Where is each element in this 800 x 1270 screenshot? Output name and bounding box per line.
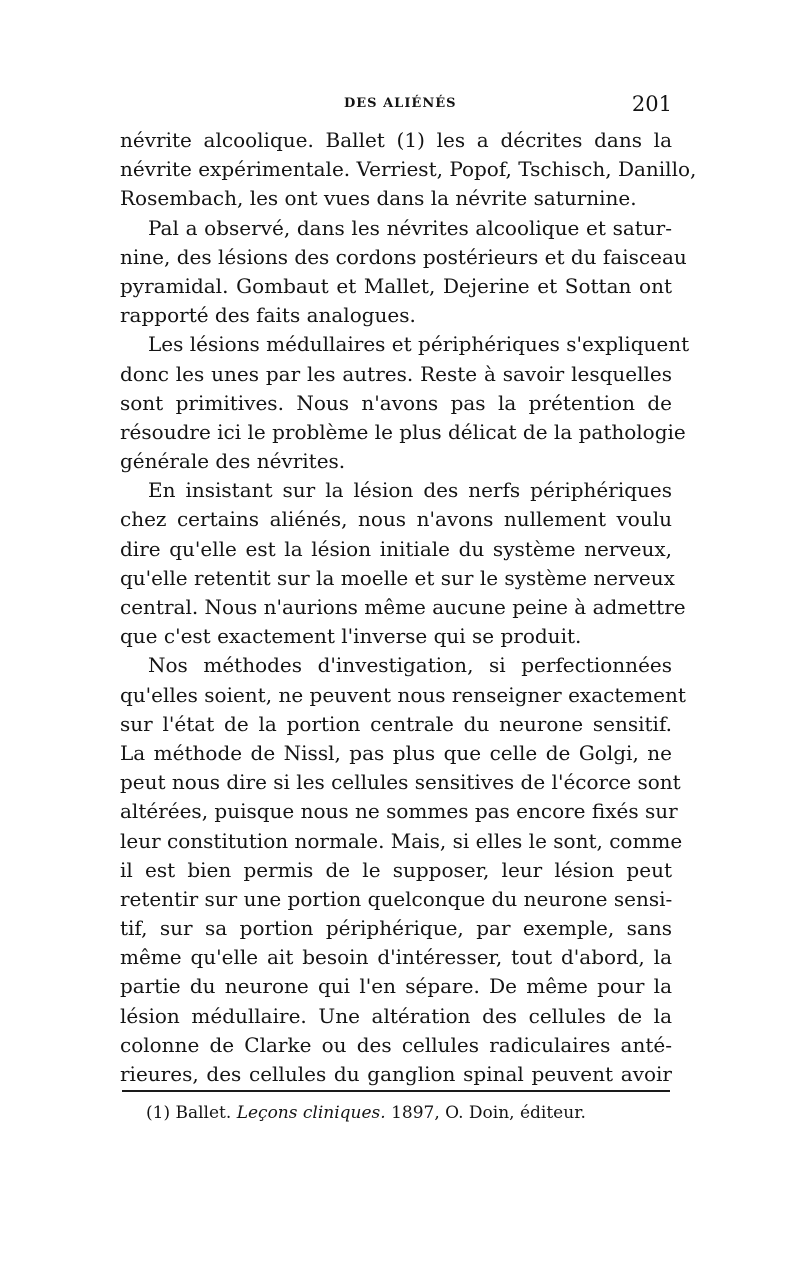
text-line: nine, des lésions des cordons postérieurs et du faisceau xyxy=(120,244,687,269)
text-line: Les lésions médullaires et périphériques s'expliquent xyxy=(148,332,690,357)
text-line: Rosembach, les ont vues dans la névrite saturnine. xyxy=(120,186,637,211)
text-line: qu'elle retentit sur la moelle et sur le système nerveux xyxy=(120,565,675,590)
text-line: partie du neurone qui l'en sépare. De même pour la xyxy=(120,974,672,999)
text-line: névrite expérimentale. Verriest, Popof, Tschisch, Danillo, xyxy=(120,157,697,182)
text-line: sur l'état de la portion centrale du neurone sensitif. xyxy=(120,711,672,736)
page-number: 201 xyxy=(631,92,672,116)
footnote xyxy=(146,1103,586,1123)
footnote-marker: (1) Ballet. xyxy=(146,1103,232,1123)
text-line: générale des névrites. xyxy=(120,449,346,474)
text-line: pyramidal. Gombaut et Mallet, Dejerine et Sottan ont xyxy=(120,273,672,298)
text-line: Nos méthodes d'investigation, si perfectionnées xyxy=(148,653,672,678)
text-line: qu'elles soient, ne peuvent nous renseigner exactement xyxy=(120,682,686,707)
text-line: tif, sur sa portion périphérique, par exemple, sans xyxy=(120,916,672,941)
text-line: retentir sur une portion quelconque du neurone sensi- xyxy=(120,886,673,911)
footnote-rule xyxy=(122,1090,670,1092)
text-line: donc les unes par les autres. Reste à savoir lesquelles xyxy=(120,361,672,386)
footnote-title: Leçons cliniques. xyxy=(236,1103,386,1123)
text-line: lésion médullaire. Une altération des cellules de la xyxy=(120,1003,672,1028)
text-line: colonne de Clarke ou des cellules radiculaires anté- xyxy=(120,1032,672,1057)
text-line: rieures, des cellules du ganglion spinal peuvent avoir xyxy=(120,1062,672,1086)
text-line: que c'est exactement l'inverse qui se produit. xyxy=(120,624,582,649)
text-line: En insistant sur la lésion des nerfs périphériques xyxy=(148,478,672,503)
text-line: central. Nous n'aurions même aucune peine à admettre xyxy=(120,595,686,619)
text-line: rapporté des faits analogues. xyxy=(120,303,416,328)
text-line: peut nous dire si les cellules sensitives de l'écorce sont xyxy=(120,770,681,795)
text-line: même qu'elle ait besoin d'intéresser, tout d'abord, la xyxy=(120,945,672,970)
text-line: Pal a observé, dans les névrites alcoolique et satur- xyxy=(148,215,672,240)
running-title: DES ALIÉNÉS xyxy=(344,96,457,111)
text-line: névrite alcoolique. Ballet (1) les a décrites dans la xyxy=(120,128,672,152)
running-header xyxy=(122,92,672,122)
text-line: résoudre ici le problème le plus délicat de la pathologie xyxy=(120,419,686,444)
text-line: chez certains aliénés, nous n'avons nullement voulu xyxy=(120,507,672,532)
footnote-rest: 1897, O. Doin, éditeur. xyxy=(391,1103,586,1123)
text-line: altérées, puisque nous ne sommes pas encore fixés sur xyxy=(120,799,678,824)
text-line: il est bien permis de le supposer, leur lésion peut xyxy=(120,857,672,882)
text-line: dire qu'elle est la lésion initiale du système nerveux, xyxy=(120,536,672,561)
text-line: sont primitives. Nous n'avons pas la prétention de xyxy=(120,390,672,415)
body-text xyxy=(120,126,697,1089)
text-line: leur constitution normale. Mais, si elles le sont, comme xyxy=(120,828,683,853)
text-line: La méthode de Nissl, pas plus que celle de Golgi, ne xyxy=(120,740,672,765)
